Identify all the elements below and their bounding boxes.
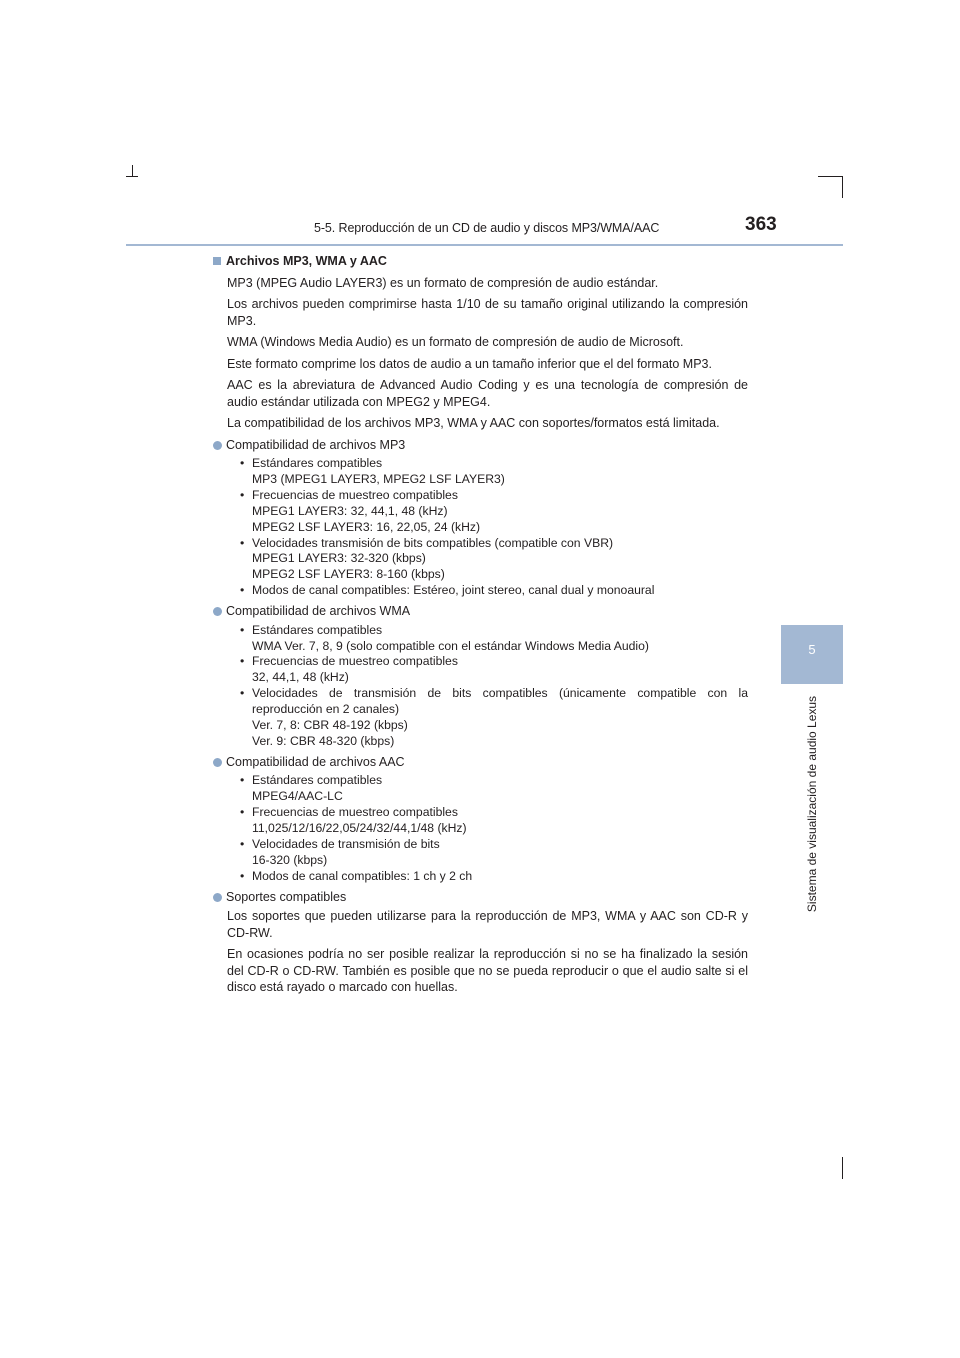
section-heading <box>213 253 748 270</box>
paragraph: MP3 (MPEG Audio LAYER3) es un formato de compresión de audio estándar. <box>227 275 659 290</box>
paragraph: WMA (Windows Media Audio) es un formato de compresión de audio de Microsoft. <box>227 335 684 349</box>
circle-bullet-icon <box>213 758 222 767</box>
square-bullet-icon <box>213 257 221 265</box>
spec-list <box>213 623 748 750</box>
spec-list <box>213 773 748 884</box>
spec-list <box>213 456 748 599</box>
section-heading-text: Archivos MP3, WMA y AAC <box>226 254 387 268</box>
subsection-title: Compatibilidad de archivos AAC <box>213 754 748 771</box>
list-item: • Estándares compatibles WMA Ver. 7, 8, 9 (solo compatible con el estándar Windows Media Audio) <box>240 622 649 653</box>
subsection-title: Compatibilidad de archivos MP3 <box>213 437 748 454</box>
circle-bullet-icon <box>213 893 222 902</box>
list-item: • Estándares compatibles MP3 (MPEG1 LAYER3, MPEG2 LSF LAYER3) <box>240 456 505 486</box>
list-item: • Frecuencias de muestreo compatibles 11,025/12/16/22,05/24/32/44,1/48 (kHz) <box>240 805 467 836</box>
list-item: • Modos de canal compatibles: Estéreo, joint stereo, canal dual y monoaural <box>240 583 655 598</box>
paragraph: AAC es la abreviatura de Advanced Audio Coding y es una tecnología de compresión de audio estándar utilizada con MPEG2 y MPEG4. <box>227 378 748 409</box>
crop-mark <box>126 176 138 177</box>
paragraph: La compatibilidad de los archivos MP3, WMA y AAC con soportes/formatos está limitada. <box>227 416 720 430</box>
page-number: 363 <box>745 214 777 235</box>
chapter-title: Sistema de visualización de audio Lexus <box>805 695 819 913</box>
section-title: 5-5. Reproducción de un CD de audio y discos MP3/WMA/AAC <box>314 221 660 235</box>
crop-mark <box>818 176 842 177</box>
list-item: • Velocidades transmisión de bits compatibles (compatible con VBR) MPEG1 LAYER3: 32-320 (kbps) MPEG2 LSF LAYER3: 8-160 (kbps) <box>240 535 614 582</box>
main-content <box>213 253 748 1001</box>
list-item: • Frecuencias de muestreo compatibles MPEG1 LAYER3: 32, 44,1, 48 (kHz) MPEG2 LSF LAYER3: 16, 22,05, 24 (kHz) <box>240 487 481 534</box>
header-divider <box>126 244 843 246</box>
list-item: • Modos de canal compatibles: 1 ch y 2 ch <box>240 868 473 883</box>
list-item: • Estándares compatibles MPEG4/AAC-LC <box>240 773 383 804</box>
crop-mark <box>842 1157 843 1179</box>
crop-mark <box>132 165 133 176</box>
list-item: • Frecuencias de muestreo compatibles 32, 44,1, 48 (kHz) <box>240 654 458 685</box>
chapter-tab: 5 <box>781 625 843 684</box>
circle-bullet-icon <box>213 607 222 616</box>
crop-mark <box>842 176 843 198</box>
paragraph: Los archivos pueden comprimirse hasta 1/10 de su tamaño original utilizando la compresión MP3. <box>227 297 748 328</box>
paragraph: En ocasiones podría no ser posible realizar la reproducción si no se ha finalizado la sesión del CD-R o CD-RW. También es posible que no se pueda reproducir o que el audio salte si el disco está rayado o marcado con huellas. <box>227 947 748 995</box>
list-item: • Velocidades de transmisión de bits 16-320 (kbps) <box>240 837 440 867</box>
subsection-title: Compatibilidad de archivos WMA <box>213 603 748 620</box>
list-item: • Velocidades de transmisión de bits compatibles (únicamente compatible con la reproducción en 2 canales) Ver. 7, 8: CBR 48-192 (kbps) Ver. 9: CBR 48-320 (kbps) <box>240 686 748 748</box>
circle-bullet-icon <box>213 441 222 450</box>
subsection-title: Soportes compatibles <box>213 889 748 906</box>
paragraph: Este formato comprime los datos de audio a un tamaño inferior que el del formato MP3. <box>227 356 712 371</box>
paragraph: Los soportes que pueden utilizarse para la reproducción de MP3, WMA y AAC son CD-R y CD-RW. <box>227 909 748 940</box>
